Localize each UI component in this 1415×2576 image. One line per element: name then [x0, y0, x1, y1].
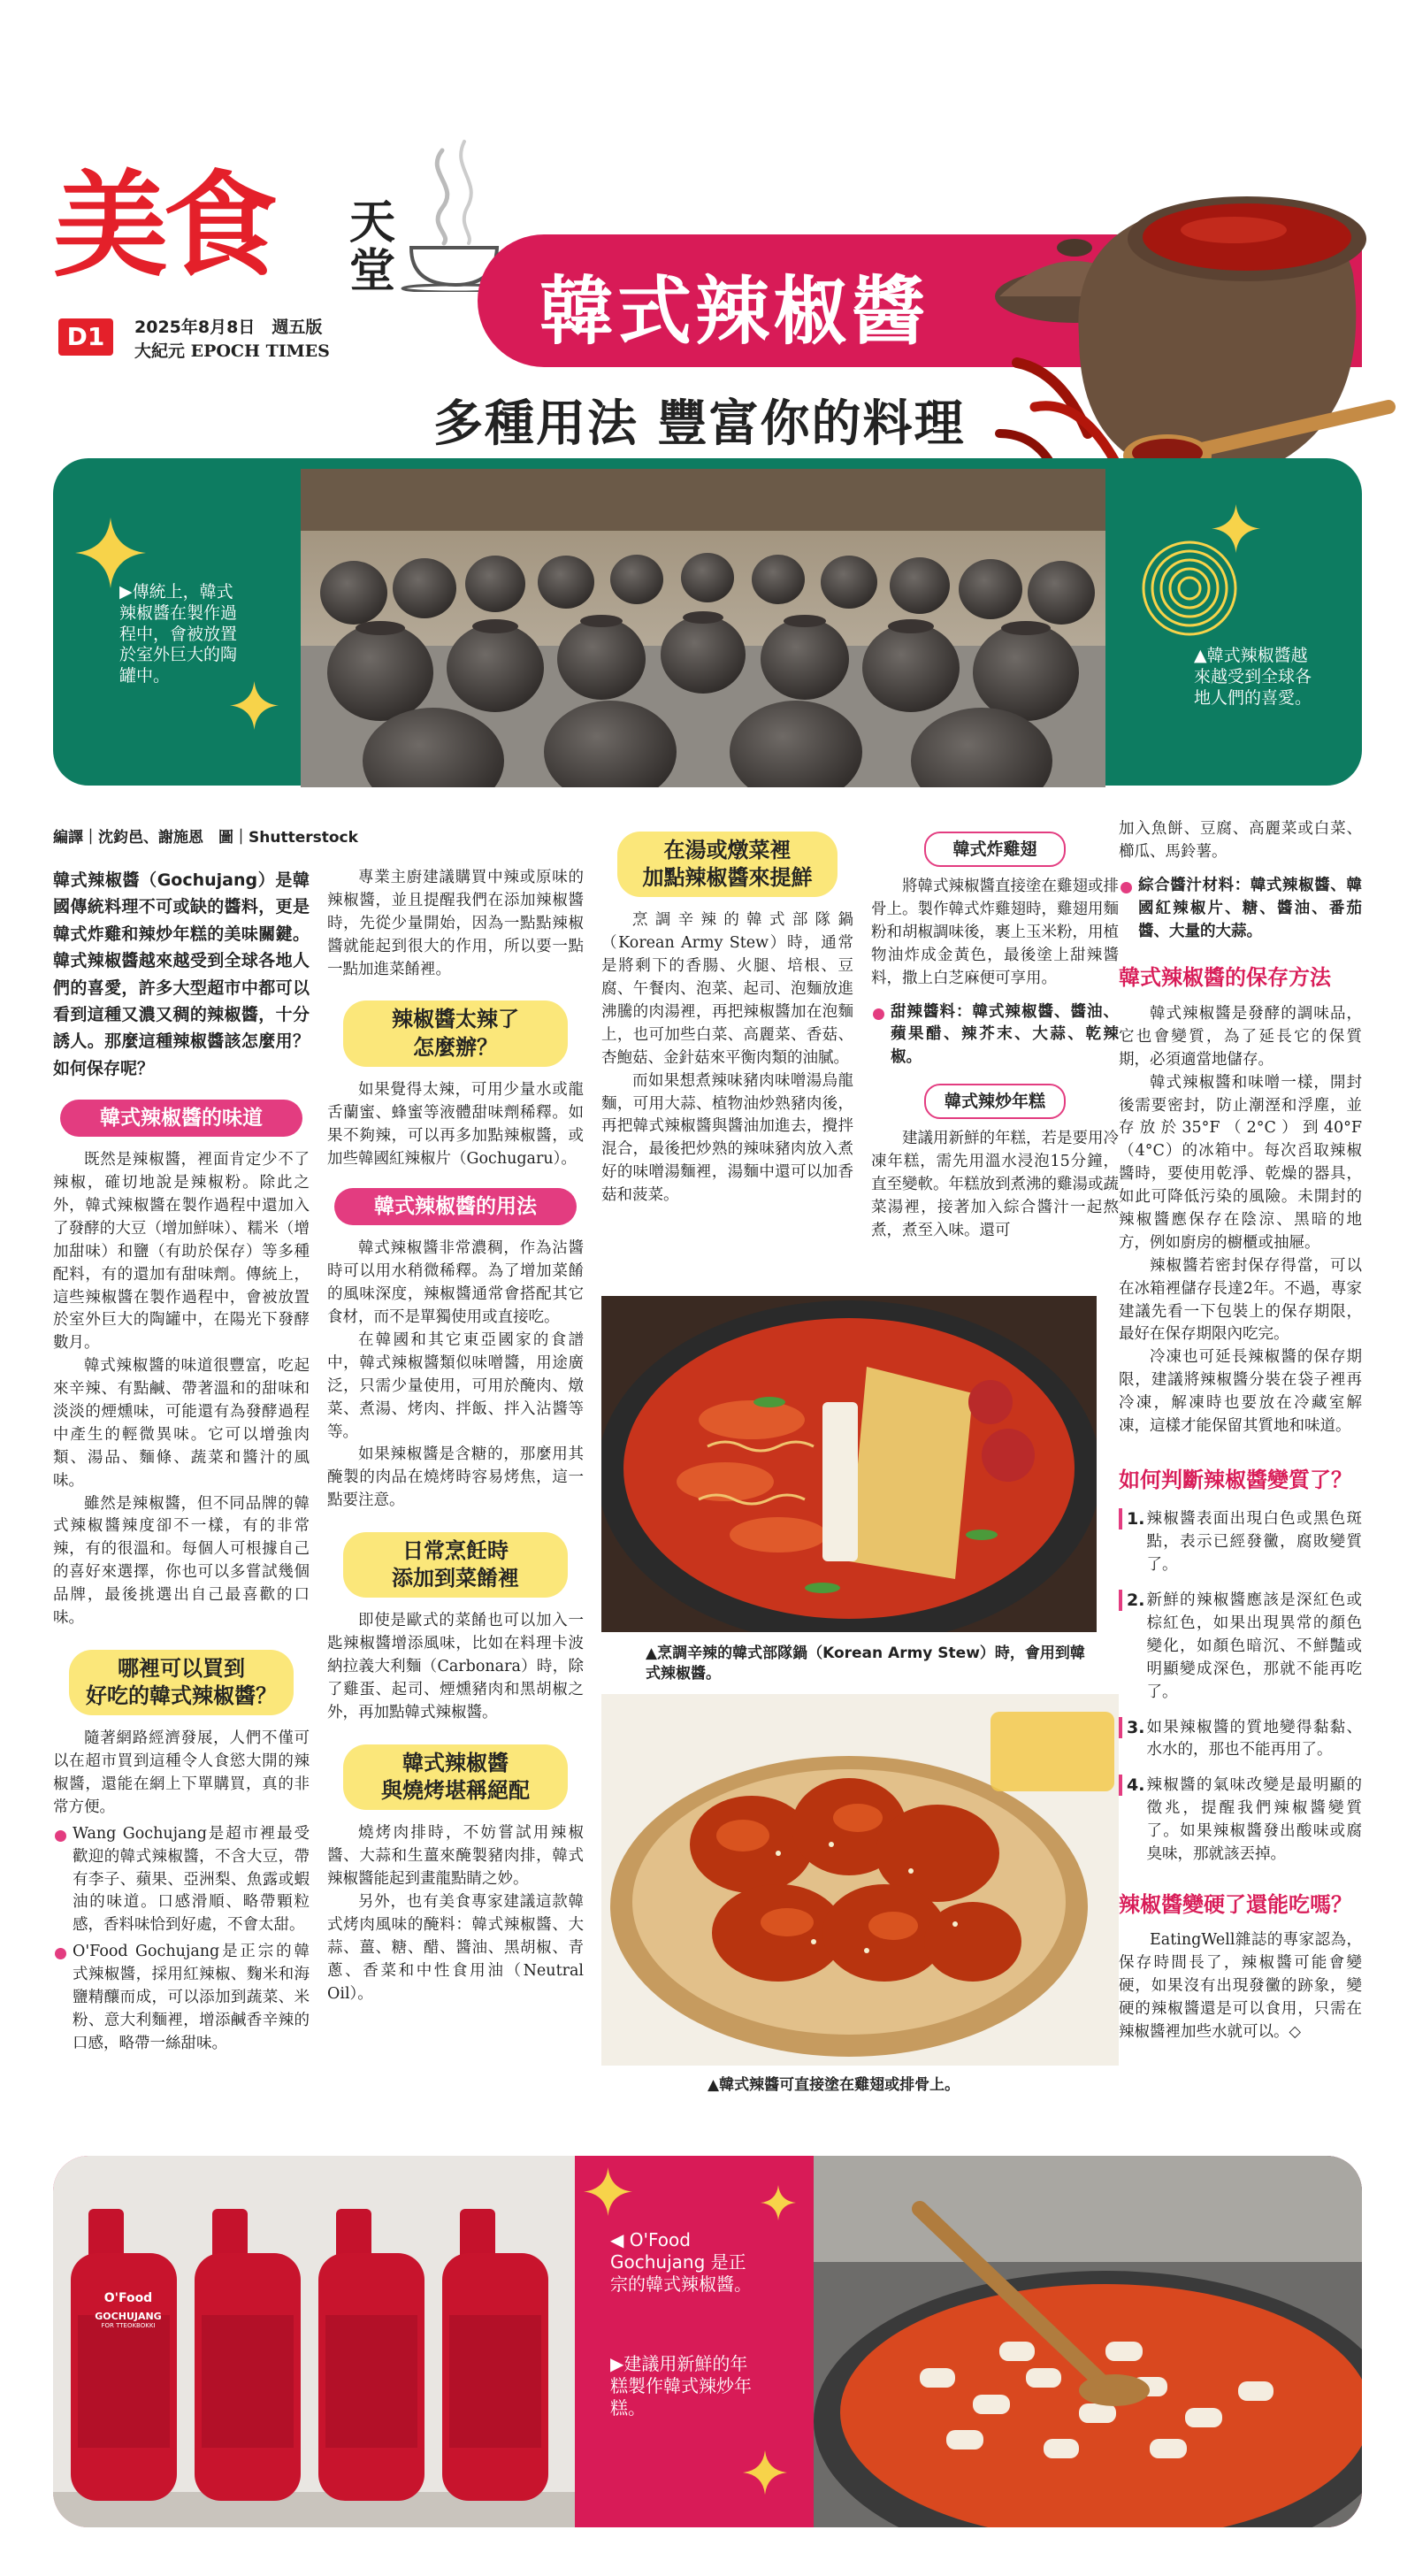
byline: 編譯｜沈鈞邑、謝施恩 圖｜Shutterstock	[53, 829, 358, 847]
lead-paragraph: 韓式辣椒醬（Gochujang）是韓國傳統料理不可或缺的醬料，更是韓式炸雞和辣炒年糕的美味關鍵。韓式辣椒醬越來越受到全球各地人們的喜愛，許多大型超市中都可以看到這種又濃又稠的辣椒醬，十分誘人。那麼這種辣椒醬該怎麼用？如何保存呢？	[53, 870, 310, 1078]
paragraph: 烹調辛辣的韓式部隊鍋（Korean Army Stew）時，通常是將剩下的香腸、火腿、培根、豆腐、午餐肉、泡菜、起司、泡麵放進沸騰的肉湯裡，再把辣椒醬加在泡麵上，也可加些白菜、高麗菜、香菇、杏鮑菇、金針菇來平衡肉類的油膩。	[601, 911, 853, 1067]
hero-caption-right: ▲韓式辣椒醬越來越受到全球各地人們的喜愛。	[1194, 646, 1312, 708]
army-stew-photo	[601, 1296, 1097, 1632]
subhead-usage: 韓式辣椒醬的用法	[334, 1188, 577, 1225]
subhead-where-to-buy	[69, 1650, 294, 1715]
hero-caption-left: ▶傳統上，韓式辣椒醬在製作過程中，會被放置於室外巨大的陶罐中。	[119, 582, 238, 686]
paragraph: 韓式辣椒醬和味噌一樣，開封後需要密封，防止潮溼和浮塵，並存放於35°F（2°C）到40°F（4°C）的冰箱中。每次舀取辣椒醬時，要使用乾淨、乾燥的器具，如此可降低污染的風險。未開封的辣椒醬應保存在陰涼、黑暗的地方，例如廚房的櫥櫃或抽屜。	[1119, 1073, 1362, 1252]
paragraph: 即使是歐式的菜餚也可以加入一匙辣椒醬增添風味，比如在料理卡波納拉義大利麵（Carbonara）時，除了雞蛋、起司、煙燻豬肉和黑胡椒之外，再加點韓式辣椒醬。	[327, 1612, 584, 1722]
paragraph: 既然是辣椒醬，裡面肯定少不了辣椒，確切地說是辣椒粉。除此之外，韓式辣椒醬在製作過程中還加入了發酵的大豆（增加鮮味）、糯米（增加甜味）和鹽（有助於保存）等多種配料，有的還加有甜味劑。傳統上，這些辣椒醬在製作過程中，會被放置於室外巨大的陶罐中，在陽光下發酵數月。	[53, 1151, 310, 1353]
concentric-circles-decoration	[1141, 540, 1238, 637]
bottle-brand: O'Food	[103, 2291, 153, 2305]
bullet-label: 甜辣醬料：	[891, 1002, 973, 1021]
sparkle-icon	[761, 2185, 796, 2220]
gochujang-jar-image	[982, 142, 1397, 504]
numbered-item	[1119, 1508, 1362, 1577]
subhead-hardened: 辣椒醬變硬了還能吃嗎？	[1119, 1891, 1352, 1917]
item-text: 辣椒醬的氣味改變是最明顯的徵兆，提醒我們辣椒醬變質了。如果辣椒醬發出酸味或腐臭味，那就該丟掉。	[1146, 1776, 1362, 1863]
item-text: 辣椒醬表面出現白色或黑色斑點，表示已經發黴，腐敗變質了。	[1146, 1510, 1362, 1575]
paragraph: 隨著網路經濟發展，人們不僅可以在超市買到這種令人食慾大開的辣椒醬，還能在網上下單購買，真的非常方便。	[53, 1729, 310, 1816]
paragraph: 雖然是辣椒醬，但不同品牌的韓式辣椒醬辣度卻不一樣，有的非常辣，有的很溫和。每個人可根據自己的喜好來選擇，你也可以多嘗試幾個品牌，最後挑選出自己最喜歡的口味。	[53, 1494, 310, 1627]
paragraph: EatingWell雜誌的專家認為，保存時間長了，辣椒醬可能會變硬，如果沒有出現發黴的跡象，變硬的辣椒醬還是可以食用，只需在辣椒醬裡加些水就可以。◇	[1119, 1931, 1362, 2041]
column-4	[871, 832, 1119, 1243]
sparkle-icon	[743, 2450, 787, 2495]
hero-jars-photo	[301, 469, 1105, 787]
tteokbokki-photo	[814, 2156, 1362, 2527]
item-number: 4.	[1119, 1775, 1144, 1796]
subhead-line: 添加到菜餚裡	[392, 1566, 519, 1591]
paragraph: 在韓國和其它東亞國家的食譜中，韓式辣椒醬類似味噌醬，用途廣泛，只需少量使用，可用於醃肉、燉菜、煮湯、烤肉、拌飯、拌入沾醬等等。	[327, 1330, 584, 1441]
column-3	[601, 832, 853, 1208]
bottle-sub: FOR TTEOKBOKKI	[101, 2322, 156, 2329]
sparkle-icon	[75, 518, 146, 588]
subhead-soup	[617, 832, 838, 897]
paragraph: 專業主廚建議購買中辣或原味的辣椒醬，並且提醒我們在添加辣椒醬時，先從少量開始，因為一點點辣椒醬就能起到很大的作用，所以要一點一點加進菜餚裡。	[327, 869, 584, 978]
subhead-line: 怎麼辦？	[413, 1034, 498, 1060]
numbered-item	[1119, 1590, 1362, 1704]
subhead-spoiled: 如何判斷辣椒醬變質了？	[1119, 1467, 1352, 1492]
sparkle-icon	[230, 681, 279, 730]
bottle-name: GOCHUJANG	[95, 2311, 162, 2322]
paragraph: 韓式辣椒醬是發酵的調味品，它也會變質，為了延長它的保質期，必須適當地儲存。	[1119, 1004, 1362, 1069]
section-title: 美食	[53, 158, 273, 293]
subhead-line: 好吃的韓式辣椒醬？	[86, 1683, 277, 1709]
subhead-storage: 韓式辣椒醬的保存方法	[1119, 965, 1331, 991]
sparkle-icon	[584, 2167, 632, 2216]
item-text: 如果辣椒醬的質地變得黏黏、水水的，那也不能再用了。	[1146, 1718, 1362, 1760]
paragraph: 而如果想煮辣味豬肉味噌湯烏龍麵，可用大蒜、植物油炒熟豬肉後，再把韓式辣椒醬與醬油加進去，攪拌混合，最後把炒熟的辣味豬肉放入煮好的味噌湯麵裡，湯麵中還可以加香菇和菠菜。	[601, 1071, 853, 1205]
column-2	[327, 867, 584, 2005]
paragraph: 加入魚餅、豆腐、高麗菜或白菜、櫛瓜、馬鈴薯。	[1119, 820, 1362, 861]
item-number: 1.	[1119, 1508, 1144, 1530]
tteok-caption: ▶建議用新鮮的年糕製作韓式辣炒年糕。	[610, 2353, 752, 2419]
subhead-line: 日常烹飪時	[402, 1538, 509, 1564]
paragraph: 如果覺得太辣，可用少量水或龍舌蘭蜜、蜂蜜等液體甜味劑稀釋。如果不夠辣，可以再多加點辣椒醬，或加些韓國紅辣椒片（Gochugaru）。	[327, 1080, 584, 1168]
bullet-item	[1119, 875, 1362, 944]
column-1	[53, 867, 310, 2059]
bullet-item	[871, 1001, 1119, 1070]
paragraph: 建議用新鮮的年糕，若是要用冷凍年糕，需先用溫水浸泡15分鐘，直至變軟。年糕放到煮沸的雞湯或蔬菜湯裡，接著加入綜合醬汁一起熬煮，煮至入味。還可	[871, 1130, 1119, 1239]
column-5	[1119, 818, 1362, 2044]
page-subtitle: 多種用法 豐富你的料理	[433, 395, 966, 453]
bottle-label	[75, 2291, 181, 2329]
paragraph: 辣椒醬若密封保存得當，可以在冰箱裡儲存長達2年。不過，專家建議先看一下包裝上的保存期限，最好在保存期限內吃完。	[1119, 1256, 1362, 1344]
subhead-fried-wings: 韓式炸雞翅	[924, 832, 1066, 867]
item-number: 3.	[1119, 1717, 1144, 1738]
ofood-caption: ◀ O'Food Gochujang 是正宗的韓式辣椒醬。	[610, 2229, 752, 2295]
subhead-tteokbokki: 韓式辣炒年糕	[924, 1084, 1066, 1119]
bullet-item: Wang Gochujang是超市裡最受歡迎的韓式辣椒醬，不含大豆，帶有李子、蘋果、亞洲梨、魚露或蝦油的味道。口感滑順、略帶顆粒感，香料味恰到好處，不會太甜。	[53, 1823, 310, 1937]
subhead-bbq	[343, 1744, 568, 1810]
paragraph: 冷凍也可延長辣椒醬的保存期限，建議將辣椒醬分裝在袋子裡再冷凍，解凍時也要放在冷藏室解凍，這樣才能保留其質地和味道。	[1119, 1348, 1362, 1435]
subhead-flavor: 韓式辣椒醬的味道	[60, 1100, 302, 1137]
subhead-line: 辣椒醬太辣了	[392, 1007, 519, 1032]
paragraph: 另外，也有美食專家建議這款韓式烤肉風味的醃料：韓式辣椒醬、大蒜、薑、糖、醋、醬油、黑胡椒、青蔥、香菜和中性食用油（Neutral Oil）。	[327, 1892, 584, 2003]
section-subtitle: 天堂	[349, 196, 396, 298]
subhead-line: 哪裡可以買到	[118, 1655, 245, 1681]
newspaper-name: 大紀元 EPOCH TIMES	[134, 341, 330, 361]
ofood-bottles-photo	[53, 2156, 575, 2527]
bullet-text: 韓式辣椒醬、韓國紅辣椒片、糖、醬油、番茄醬、大量的大蒜。	[1138, 876, 1363, 940]
subhead-daily-cooking	[343, 1532, 568, 1598]
subhead-line: 與燒烤堪稱絕配	[381, 1778, 530, 1804]
subhead-line: 加點辣椒醬來提鮮	[642, 865, 813, 891]
fried-chicken-photo	[601, 1694, 1119, 2066]
numbered-item	[1119, 1775, 1362, 1867]
numbered-item	[1119, 1717, 1362, 1763]
page-title: 韓式辣椒醬	[539, 268, 929, 355]
chicken-caption: ▲韓式辣醬可直接塗在雞翅或排骨上。	[708, 2076, 960, 2094]
subhead-line: 韓式辣椒醬	[402, 1750, 509, 1775]
subhead-too-spicy	[343, 1000, 568, 1066]
paragraph: 將韓式辣椒醬直接塗在雞翅或排骨上。製作韓式炸雞翅時，雞翅用麵粉和胡椒調味後，裹上玉米粉，用植物油炸成金黃色，最後塗上甜辣醬料，撒上白芝麻便可享用。	[871, 878, 1119, 987]
bullet-label: 綜合醬汁材料：	[1138, 876, 1251, 894]
stew-caption: ▲烹調辛辣的韓式部隊鍋（Korean Army Stew）時，會用到韓式辣椒醬。	[646, 1644, 1085, 1683]
item-number: 2.	[1119, 1590, 1144, 1611]
item-text: 新鮮的辣椒醬應該是深紅色或棕紅色，如果出現異常的顏色變化，如顏色暗沉、不鮮豔或明顯變成深色，那就不能再吃了。	[1146, 1591, 1362, 1701]
page-number: D1	[58, 318, 113, 356]
paragraph: 燒烤肉排時，不妨嘗試用辣椒醬、大蒜和生薑來醃製豬肉排，韓式辣椒醬能起到畫龍點睛之妙。	[327, 1824, 584, 1889]
bullet-text: 韓式辣椒醬、醬油、蘋果醋、辣芥末、大蒜、乾辣椒。	[891, 1002, 1119, 1067]
bullet-item: O'Food Gochujang是正宗的韓式辣椒醬，採用紅辣椒、麴米和海鹽精釀而成，可以添加到蔬菜、米粉、意大利麵裡，增添鹹香辛辣的口感，略帶一絲甜味。	[53, 1941, 310, 2055]
paragraph: 如果辣椒醬是含糖的，那麼用其醃製的肉品在燒烤時容易烤焦，這一點要注意。	[327, 1445, 584, 1510]
issue-date: 2025年8月8日 週五版	[134, 318, 323, 337]
subhead-line: 在湯或燉菜裡	[663, 838, 792, 862]
paragraph: 韓式辣椒醬的味道很豐富，吃起來辛辣、有點鹹、帶著溫和的甜味和淡淡的煙燻味，可能還有為發酵過程中產生的輕微異味。它可以增強肉類、湯品、麵條、蔬菜和醬汁的風味。	[53, 1357, 310, 1490]
paragraph: 韓式辣椒醬非常濃稠，作為沾醬時可以用水稍微稀釋。為了增加菜餚的風味深度，辣椒醬通常會搭配其它食材，而不是單獨使用或直接吃。	[327, 1239, 584, 1327]
